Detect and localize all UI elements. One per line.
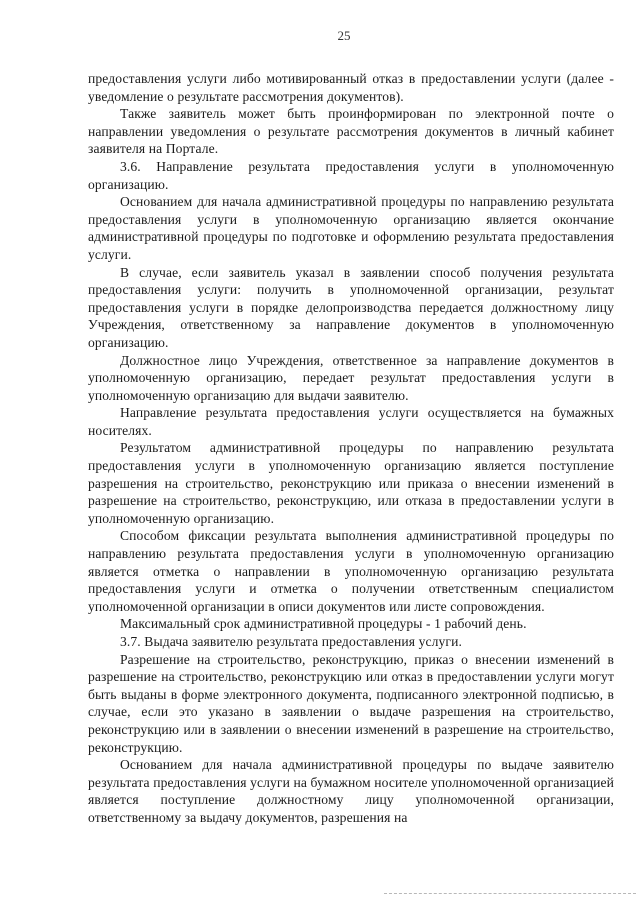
- section-heading-3-7: 3.7. Выдача заявителю результата предоставления услуги.: [120, 634, 462, 649]
- paragraph: Результатом административной процедуры по направлению результата предоставления услуги в уполномоченную организацию является поступление разрешения на строительство, реконструкцию или приказа о внесении изменений в разрешение на строительство, реконструкцию, или отказа в предоставлении услуги в уполномоченную организацию.: [88, 440, 614, 526]
- paragraph-max-term: Максимальный срок административной процедуры - 1 рабочий день.: [120, 616, 527, 632]
- paragraph: Направление результата предоставления услуги осуществляется на бумажных носителях.: [88, 405, 614, 438]
- page-number: 25: [337, 28, 351, 43]
- paragraph: Способом фиксации результата выполнения административной процедуры по направлению результата предоставления услуги в уполномоченную организацию является отметка о направлении в уполномоченную организацию результата предоставления услуги и отметка о получении ответственным специалистом уполномоченной организации в описи документов или листе сопровождения.: [88, 528, 614, 614]
- paragraph: Разрешение на строительство, реконструкцию, приказ о внесении изменений в разрешение на строительство, реконструкцию или отказ в предоставлении услуги могут быть выданы в форме электронного документа, подписанного электронной подписью, в случае, если это указано в заявлении о выдаче разрешения на строительство, реконструкцию или в заявлении о внесении изменений в разрешение на строительство, реконструкцию.: [88, 651, 614, 755]
- paragraph: В случае, если заявитель указал в заявлении способ получения результата предоставления услуги: получить в уполномоченной организации, результат предоставления услуги в порядке делопроизводства передается должностному лицу Учреждения, ответственному за направление документов в уполномоченную организацию.: [88, 264, 614, 350]
- section-heading-3-6: 3.6. Направление результата предоставления услуги в уполномоченную организацию.: [88, 158, 614, 192]
- paragraph: Основанием для начала административной процедуры по направлению результата предоставления услуги в уполномоченную организацию является окончание административной процедуры по подготовке и оформлению результата предоставления услуги.: [88, 194, 614, 262]
- body-text: [88, 70, 614, 827]
- paragraph-continuation: предоставления услуги либо мотивированный отказ в предоставлении услуги (далее - уведомление о результате рассмотрения документов).: [88, 71, 614, 104]
- paragraph: Основанием для начала административной процедуры по выдаче заявителю результата предоставления услуги на бумажном носителе уполномоченной организацией является поступление должностному лицу уполномоченной организации, ответственному за выдачу документов, разрешения на: [88, 757, 614, 825]
- paragraph: Должностное лицо Учреждения, ответственное за направление документов в уполномоченную организацию, передает результат предоставления услуги в уполномоченную организацию для выдачи заявителю.: [88, 352, 614, 403]
- bottom-edge-line: [384, 893, 636, 894]
- paragraph-email-notice: Также заявитель может быть проинформирован по электронной почте о направлении уведомления о результате рассмотрения документов в личный кабинет заявителя на Портале.: [88, 106, 614, 157]
